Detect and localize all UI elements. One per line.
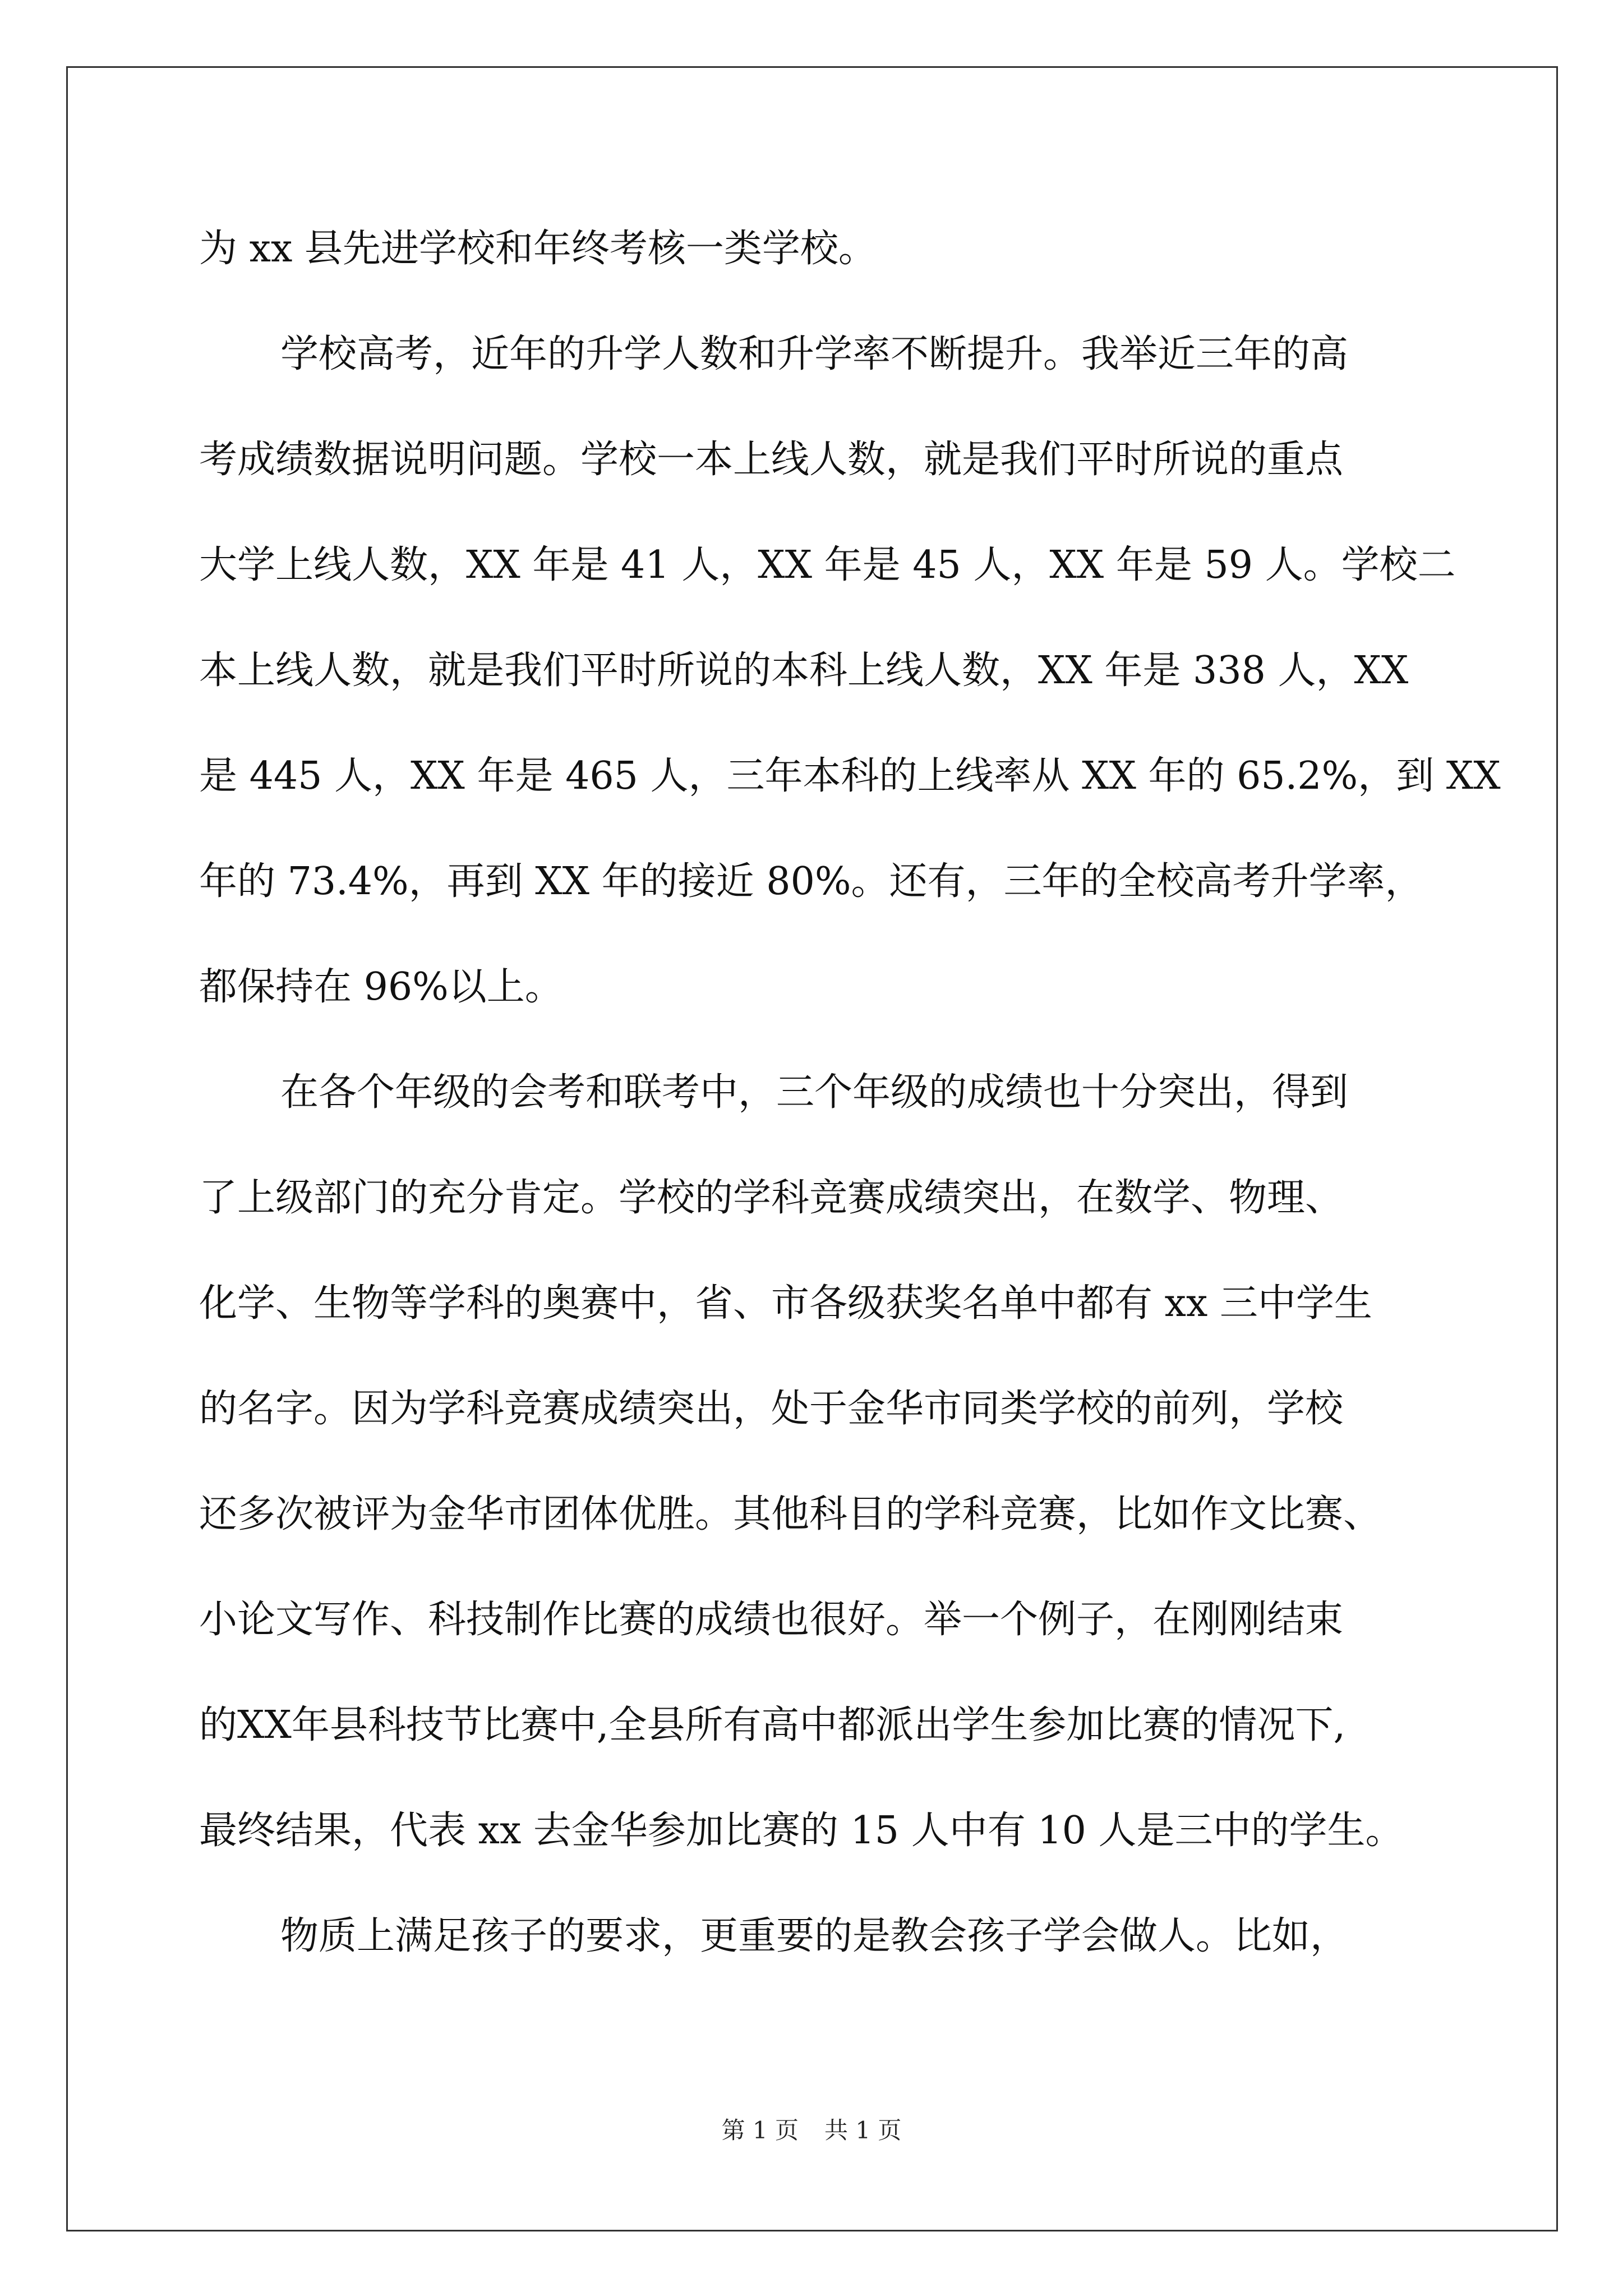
- text-line: 学校高考，近年的升学人数和升学率不断提升。我举近三年的高: [280, 332, 1349, 376]
- text-line: 大学上线人数，XX 年是 41 人，XX 年是 45 人，XX 年是 59 人。学校二: [199, 543, 1456, 587]
- text-line: 最终结果，代表 xx 去金华参加比赛的 15 人中有 10 人是三中的学生。: [199, 1809, 1404, 1853]
- text-line: 都保持在 96%以上。: [199, 965, 563, 1009]
- text-line: 年的 73.4%，再到 XX 年的接近 80%。还有，三年的全校高考升学率，: [199, 859, 1423, 904]
- text-line: 化学、生物等学科的奥赛中，省、市各级获奖名单中都有 xx 三中学生: [199, 1281, 1372, 1326]
- text-line: 了上级部门的充分肯定。学校的学科竞赛成绩突出，在数学、物理、: [199, 1176, 1344, 1220]
- page-footer: [0, 2112, 1623, 2146]
- text-line: 本上线人数，就是我们平时所说的本科上线人数，XX 年是 338 人，XX: [199, 648, 1409, 693]
- page-total: 共 1 页: [824, 2116, 902, 2144]
- text-line: 小论文写作、科技制作比赛的成绩也很好。举一个例子，在刚刚结束: [199, 1598, 1344, 1642]
- text-line: 还多次被评为金华市团体优胜。其他科目的学科竞赛，比如作文比赛、: [199, 1492, 1382, 1536]
- text-line: 的名字。因为学科竞赛成绩突出，处于金华市同类学校的前列，学校: [199, 1387, 1344, 1431]
- text-line: 为 xx 县先进学校和年终考核一类学校。: [199, 227, 877, 271]
- text-line: 物质上满足孩子的要求，更重要的是教会孩子学会做人。比如，: [280, 1914, 1349, 1958]
- page-number: 第 1 页: [721, 2116, 799, 2144]
- text-line: 的XX年县科技节比赛中,全县所有高中都派出学生参加比赛的情况下,: [199, 1703, 1346, 1747]
- text-line: 是 445 人，XX 年是 465 人，三年本科的上线率从 XX 年的 65.2%，到 XX: [199, 754, 1501, 798]
- text-line: 考成绩数据说明问题。学校一本上线人数，就是我们平时所说的重点: [199, 438, 1344, 482]
- text-line: 在各个年级的会考和联考中，三个年级的成绩也十分突出，得到: [280, 1070, 1349, 1115]
